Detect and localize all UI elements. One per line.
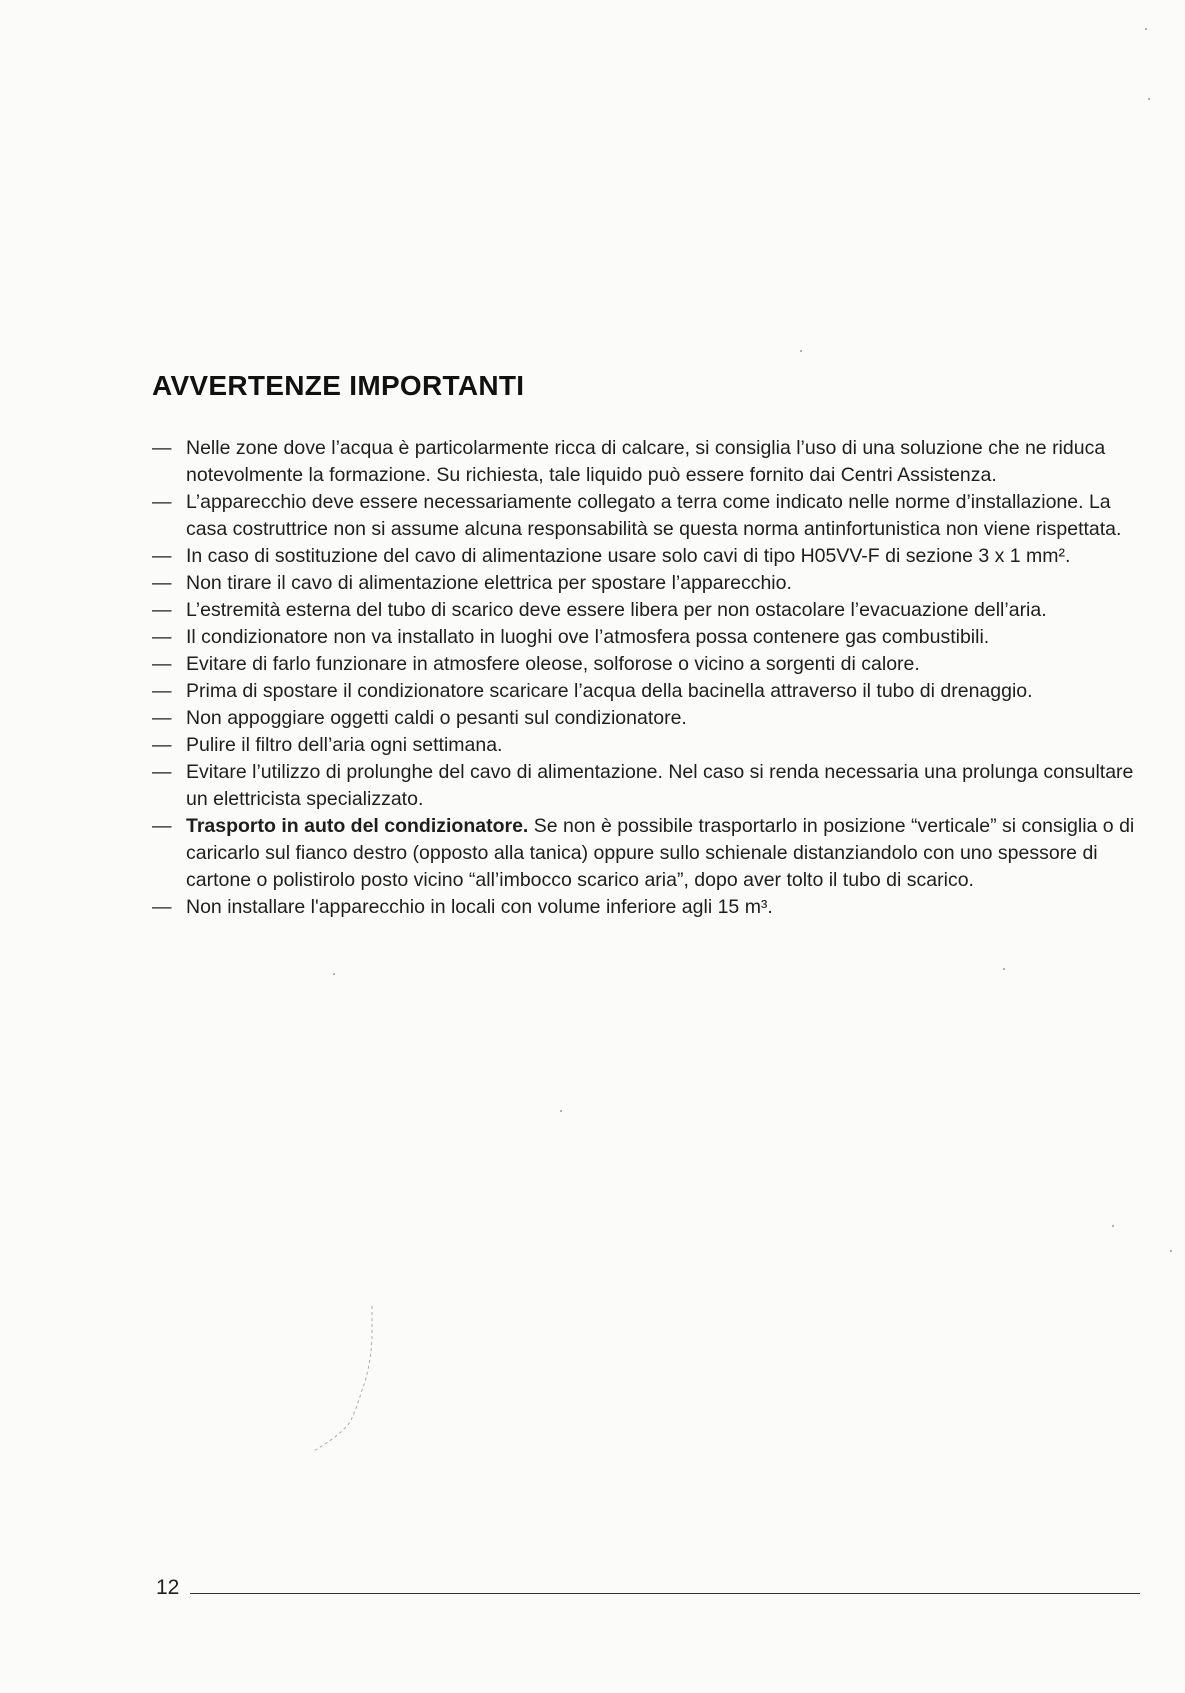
warning-text: Se non è possibile trasportarlo in posizione “verticale” si consiglia o di caricarlo sul fianco destro (opposto alla tanica) oppure sullo schienale distanziandolo con uno spessore di cartone o polistirolo posto vicino “all’imbocco scarico aria”, dopo aver tolto il tubo di scarico. xyxy=(186,815,1135,891)
bullet-dash: — xyxy=(152,896,172,918)
warning-item xyxy=(152,651,1137,678)
scan-speck xyxy=(1112,1225,1114,1227)
bullet-dash: — xyxy=(152,572,172,594)
warnings-list xyxy=(152,435,1137,921)
warning-item xyxy=(152,570,1137,597)
warning-heading: Trasporto in auto del condizionatore. xyxy=(186,815,529,837)
warning-text: Prima di spostare il condizionatore scaricare l’acqua della bacinella attraverso il tubo di drenaggio. xyxy=(186,680,1033,702)
bullet-dash: — xyxy=(152,680,172,702)
warning-item xyxy=(152,435,1137,489)
bullet-dash: — xyxy=(152,545,172,567)
scan-speck xyxy=(560,1110,562,1112)
warning-item xyxy=(152,624,1137,651)
warning-text: Il condizionatore non va installato in luoghi ove l’atmosfera possa contenere gas combustibili. xyxy=(186,626,990,648)
warning-item xyxy=(152,705,1137,732)
warning-text: Evitare di farlo funzionare in atmosfere oleose, solforose o vicino a sorgenti di calore. xyxy=(186,653,920,675)
scan-speck xyxy=(1145,28,1147,30)
page-footer xyxy=(152,1574,1140,1602)
warning-item xyxy=(152,732,1137,759)
bullet-dash: — xyxy=(152,815,172,837)
warning-text: L’apparecchio deve essere necessariamente collegato a terra come indicato nelle norme d’installazione. La casa costruttrice non si assume alcuna responsabilità se questa norma antinfortunistica non viene rispettata. xyxy=(186,491,1122,540)
page-title: AVVERTENZE IMPORTANTI xyxy=(152,370,525,401)
scan-speck xyxy=(333,973,335,975)
warning-item xyxy=(152,813,1137,894)
warning-item xyxy=(152,894,1137,921)
scan-speck xyxy=(1170,1250,1172,1252)
warning-item xyxy=(152,489,1137,543)
warning-text: Evitare l’utilizzo di prolunghe del cavo di alimentazione. Nel caso si renda necessaria una prolunga consultare un elettricista specializzato. xyxy=(186,761,1134,810)
footer-rule xyxy=(190,1593,1140,1594)
warning-text: Pulire il filtro dell’aria ogni settimana. xyxy=(186,734,503,756)
page-number: 12 xyxy=(156,1576,180,1599)
warning-text: Nelle zone dove l’acqua è particolarmente ricca di calcare, si consiglia l’uso di una soluzione che ne riduca notevolmente la formazione. Su richiesta, tale liquido può essere fornito dai Centri Assistenza. xyxy=(186,437,1106,486)
bullet-dash: — xyxy=(152,491,172,513)
pencil-stroke-mark xyxy=(300,1300,380,1460)
warning-item xyxy=(152,678,1137,705)
warning-item xyxy=(152,597,1137,624)
bullet-dash: — xyxy=(152,653,172,675)
scan-speck xyxy=(1003,968,1005,970)
warning-text: Non installare l'apparecchio in locali con volume inferiore agli 15 m³. xyxy=(186,896,773,918)
warning-text: In caso di sostituzione del cavo di alimentazione usare solo cavi di tipo H05VV-F di sezione 3 x 1 mm². xyxy=(186,545,1071,567)
scan-speck xyxy=(800,350,802,352)
bullet-dash: — xyxy=(152,626,172,648)
warning-item xyxy=(152,759,1137,813)
warning-text: Non appoggiare oggetti caldi o pesanti sul condizionatore. xyxy=(186,707,687,729)
bullet-dash: — xyxy=(152,734,172,756)
bullet-dash: — xyxy=(152,707,172,729)
warning-text: L’estremità esterna del tubo di scarico deve essere libera per non ostacolare l’evacuazione dell’aria. xyxy=(186,599,1047,621)
bullet-dash: — xyxy=(152,761,172,783)
warning-item xyxy=(152,543,1137,570)
bullet-dash: — xyxy=(152,437,172,459)
bullet-dash: — xyxy=(152,599,172,621)
warning-text: Non tirare il cavo di alimentazione elettrica per spostare l’apparecchio. xyxy=(186,572,792,594)
scan-speck xyxy=(1148,98,1150,100)
